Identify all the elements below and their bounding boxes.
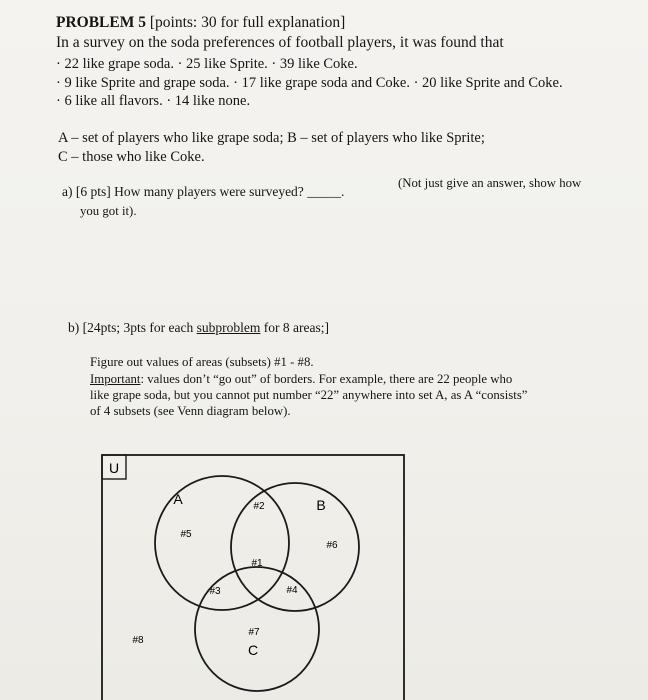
universe-label: U — [108, 460, 120, 476]
sets-line-2: C – those who like Coke. — [58, 149, 205, 165]
part-b-points-suffix: for 8 areas;] — [260, 320, 329, 335]
part-b-line-4: of 4 subsets (see Venn diagram below). — [90, 404, 291, 418]
important-label: Important — [90, 372, 141, 386]
set-b-label: B — [316, 497, 326, 513]
part-b-points-prefix: [24pts; 3pts for each — [82, 320, 197, 335]
region-5-label: #5 — [180, 529, 192, 540]
region-4-label: #4 — [286, 585, 298, 596]
region-2-label: #2 — [253, 501, 265, 512]
problem-title — [56, 14, 345, 32]
problem-label: PROBLEM 5 — [56, 14, 146, 31]
region-8-label: #8 — [132, 635, 144, 646]
venn-diagram — [96, 452, 408, 700]
region-1-label: #1 — [251, 558, 263, 569]
part-b-line-2 — [90, 372, 512, 387]
sets-line-1: A – set of players who like grape soda; B – set of players who like Sprite; — [58, 130, 485, 146]
part-b-points-underlined: subproblem — [196, 320, 261, 335]
intro-line-3: · 9 like Sprite and grape soda. · 17 like grape soda and Coke. · 20 like Sprite and Coke. — [56, 75, 563, 91]
part-b-line-1: Figure out values of areas (subsets) #1 - #8. — [90, 355, 314, 369]
intro-line-2: · 22 like grape soda. · 25 like Sprite. · 39 like Coke. — [56, 56, 358, 72]
part-b-label: b) — [68, 320, 80, 335]
intro-line-4: · 6 like all flavors. · 14 like none. — [56, 93, 251, 109]
region-7-label: #7 — [248, 627, 260, 638]
intro-line-1: In a survey on the soda preferences of football players, it was found that — [56, 34, 504, 51]
part-b-line-2-rest: : values don’t “go out” of borders. For example, there are 22 people who — [140, 372, 513, 386]
set-c-label: C — [247, 642, 259, 658]
universe-box — [102, 455, 404, 700]
part-a-label: a) — [62, 184, 73, 199]
part-a-text: [6 pts] How many players were surveyed? — [75, 184, 304, 199]
part-a-note: (Not just give an answer, show how — [398, 176, 582, 190]
part-a-question — [62, 184, 344, 200]
points-note: [points: 30 for full explanation] — [149, 14, 346, 31]
set-a-label: A — [173, 491, 183, 507]
part-a-note-2: you got it). — [80, 204, 137, 218]
region-6-label: #6 — [326, 540, 338, 551]
part-a-blank: _____. — [307, 184, 345, 199]
part-b-header — [68, 320, 329, 336]
region-3-label: #3 — [209, 586, 221, 597]
part-b-line-3: like grape soda, but you cannot put number “22” anywhere into set A, as A “consists” — [90, 388, 528, 402]
